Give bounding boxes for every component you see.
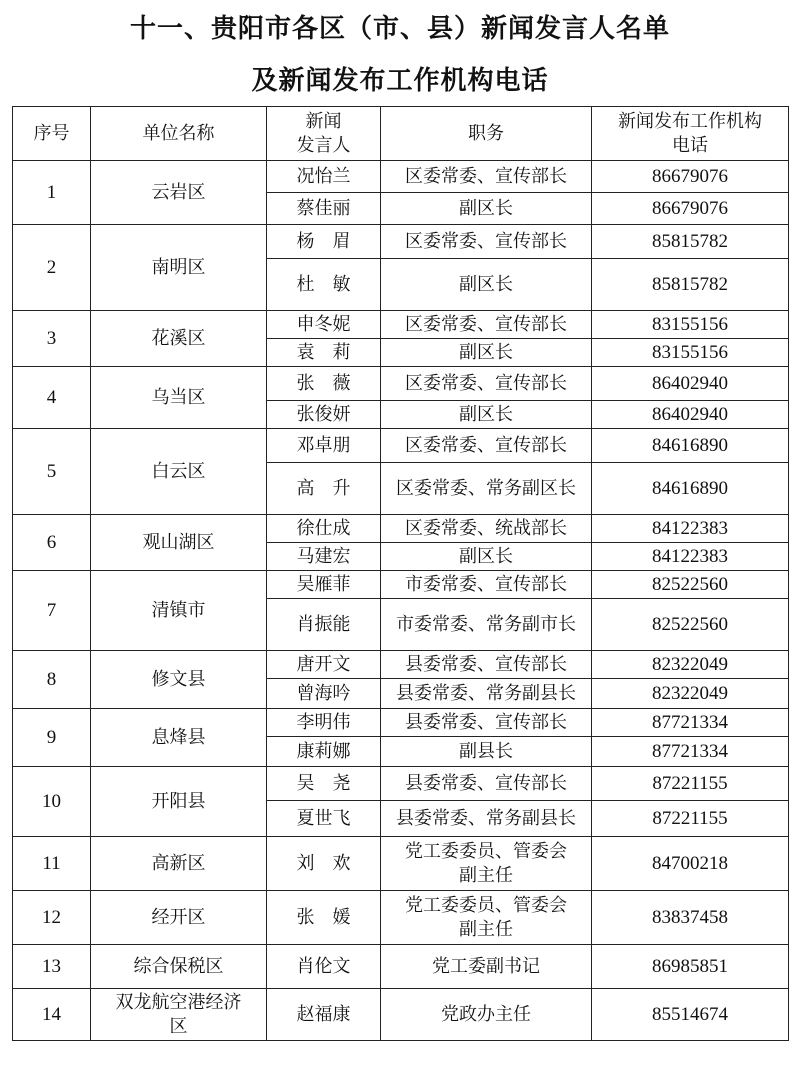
cell-position: 副区长 — [381, 401, 592, 429]
table-row — [13, 515, 789, 543]
cell-seq: 1 — [13, 161, 91, 225]
document-title: 十一、贵阳市各区（市、县）新闻发言人名单 — [129, 14, 670, 44]
cell-phone: 86402940 — [592, 401, 789, 429]
cell-unit: 云岩区 — [91, 161, 267, 225]
cell-seq: 10 — [13, 767, 91, 837]
cell-phone: 83837458 — [592, 891, 789, 945]
table-row — [13, 571, 789, 599]
cell-seq: 8 — [13, 651, 91, 709]
cell-seq: 9 — [13, 709, 91, 767]
cell-phone: 87221155 — [592, 801, 789, 837]
cell-spokesperson: 杜 敏 — [267, 259, 381, 311]
cell-seq: 11 — [13, 837, 91, 891]
cell-seq: 2 — [13, 225, 91, 311]
cell-spokesperson: 邓卓朋 — [267, 429, 381, 463]
header-seq: 序号 — [13, 107, 91, 161]
table-row — [13, 837, 789, 891]
cell-position: 区委常委、宣传部长 — [381, 367, 592, 401]
cell-position: 区委常委、宣传部长 — [381, 225, 592, 259]
header-phone — [592, 107, 789, 161]
header-spokesperson-line2: 发言人 — [296, 134, 351, 156]
cell-spokesperson: 曾海吟 — [267, 679, 381, 709]
cell-phone: 87721334 — [592, 709, 789, 737]
cell-phone: 86985851 — [592, 945, 789, 989]
cell-unit: 开阳县 — [91, 767, 267, 837]
cell-spokesperson: 况怡兰 — [267, 161, 381, 193]
header-unit: 单位名称 — [91, 107, 267, 161]
cell-position: 副区长 — [381, 339, 592, 367]
cell-spokesperson: 张俊妍 — [267, 401, 381, 429]
cell-position: 区委常委、常务副区长 — [381, 463, 592, 515]
cell-unit: 清镇市 — [91, 571, 267, 651]
cell-position: 区委常委、宣传部长 — [381, 161, 592, 193]
table-row — [13, 311, 789, 339]
cell-spokesperson: 蔡佳丽 — [267, 193, 381, 225]
cell-phone: 85514674 — [592, 989, 789, 1041]
cell-unit: 花溪区 — [91, 311, 267, 367]
cell-position: 党政办主任 — [381, 989, 592, 1041]
cell-spokesperson: 杨 眉 — [267, 225, 381, 259]
table-body — [13, 161, 789, 1041]
cell-spokesperson: 徐仕成 — [267, 515, 381, 543]
cell-unit: 南明区 — [91, 225, 267, 311]
cell-spokesperson: 赵福康 — [267, 989, 381, 1041]
cell-phone: 85815782 — [592, 259, 789, 311]
table-row — [13, 367, 789, 401]
cell-seq: 4 — [13, 367, 91, 429]
table-row — [13, 161, 789, 193]
cell-spokesperson: 肖振能 — [267, 599, 381, 651]
cell-spokesperson: 夏世飞 — [267, 801, 381, 837]
cell-position: 县委常委、宣传部长 — [381, 767, 592, 801]
cell-unit: 观山湖区 — [91, 515, 267, 571]
spokesperson-table — [12, 106, 789, 1041]
cell-phone: 87221155 — [592, 767, 789, 801]
table-row — [13, 709, 789, 737]
cell-phone: 84616890 — [592, 463, 789, 515]
cell-seq: 13 — [13, 945, 91, 989]
cell-phone: 83155156 — [592, 311, 789, 339]
cell-spokesperson: 申冬妮 — [267, 311, 381, 339]
cell-position: 区委常委、宣传部长 — [381, 429, 592, 463]
cell-unit: 高新区 — [91, 837, 267, 891]
cell-position: 市委常委、宣传部长 — [381, 571, 592, 599]
header-phone-line1: 新闻发布工作机构 — [618, 110, 762, 132]
cell-spokesperson: 张 薇 — [267, 367, 381, 401]
cell-phone: 83155156 — [592, 339, 789, 367]
cell-phone: 82522560 — [592, 571, 789, 599]
header-phone-line2: 电话 — [672, 134, 708, 156]
table-row — [13, 429, 789, 463]
cell-position: 党工委副书记 — [381, 945, 592, 989]
cell-position: 区委常委、宣传部长 — [381, 311, 592, 339]
cell-unit: 综合保税区 — [91, 945, 267, 989]
table-row — [13, 767, 789, 801]
cell-phone: 86679076 — [592, 193, 789, 225]
cell-unit: 白云区 — [91, 429, 267, 515]
cell-unit: 双龙航空港经济区 — [91, 989, 267, 1041]
cell-spokesperson: 肖伦文 — [267, 945, 381, 989]
cell-phone: 85815782 — [592, 225, 789, 259]
header-position: 职务 — [381, 107, 592, 161]
cell-seq: 7 — [13, 571, 91, 651]
cell-spokesperson: 李明伟 — [267, 709, 381, 737]
cell-unit: 修文县 — [91, 651, 267, 709]
cell-spokesperson: 马建宏 — [267, 543, 381, 571]
cell-position: 党工委委员、管委会副主任 — [381, 837, 592, 891]
table-header-row — [13, 107, 789, 161]
cell-spokesperson: 吴雁菲 — [267, 571, 381, 599]
cell-position: 区委常委、统战部长 — [381, 515, 592, 543]
cell-position: 县委常委、常务副县长 — [381, 679, 592, 709]
cell-phone: 84700218 — [592, 837, 789, 891]
table-row — [13, 651, 789, 679]
cell-position: 县委常委、常务副县长 — [381, 801, 592, 837]
cell-phone: 87721334 — [592, 737, 789, 767]
cell-position: 副区长 — [381, 543, 592, 571]
cell-phone: 84122383 — [592, 515, 789, 543]
cell-position: 党工委委员、管委会副主任 — [381, 891, 592, 945]
cell-phone: 82522560 — [592, 599, 789, 651]
cell-seq: 5 — [13, 429, 91, 515]
table-row — [13, 891, 789, 945]
table-row — [13, 945, 789, 989]
table-row — [13, 989, 789, 1041]
cell-phone: 82322049 — [592, 651, 789, 679]
cell-unit: 经开区 — [91, 891, 267, 945]
header-spokesperson — [267, 107, 381, 161]
cell-seq: 12 — [13, 891, 91, 945]
cell-spokesperson: 袁 莉 — [267, 339, 381, 367]
document-subtitle: 及新闻发布工作机构电话 — [251, 66, 549, 96]
cell-unit: 乌当区 — [91, 367, 267, 429]
cell-spokesperson: 吴 尧 — [267, 767, 381, 801]
cell-position: 县委常委、宣传部长 — [381, 709, 592, 737]
cell-position: 副区长 — [381, 259, 592, 311]
cell-spokesperson: 高 升 — [267, 463, 381, 515]
cell-spokesperson: 康莉娜 — [267, 737, 381, 767]
cell-phone: 86679076 — [592, 161, 789, 193]
cell-phone: 82322049 — [592, 679, 789, 709]
cell-position: 市委常委、常务副市长 — [381, 599, 592, 651]
cell-position: 副县长 — [381, 737, 592, 767]
cell-spokesperson: 张 媛 — [267, 891, 381, 945]
cell-seq: 3 — [13, 311, 91, 367]
cell-seq: 14 — [13, 989, 91, 1041]
cell-spokesperson: 刘 欢 — [267, 837, 381, 891]
cell-phone: 84616890 — [592, 429, 789, 463]
cell-spokesperson: 唐开文 — [267, 651, 381, 679]
cell-phone: 86402940 — [592, 367, 789, 401]
table-row — [13, 225, 789, 259]
cell-position: 县委常委、宣传部长 — [381, 651, 592, 679]
header-spokesperson-line1: 新闻 — [305, 110, 342, 132]
cell-phone: 84122383 — [592, 543, 789, 571]
cell-seq: 6 — [13, 515, 91, 571]
cell-unit: 息烽县 — [91, 709, 267, 767]
cell-position: 副区长 — [381, 193, 592, 225]
